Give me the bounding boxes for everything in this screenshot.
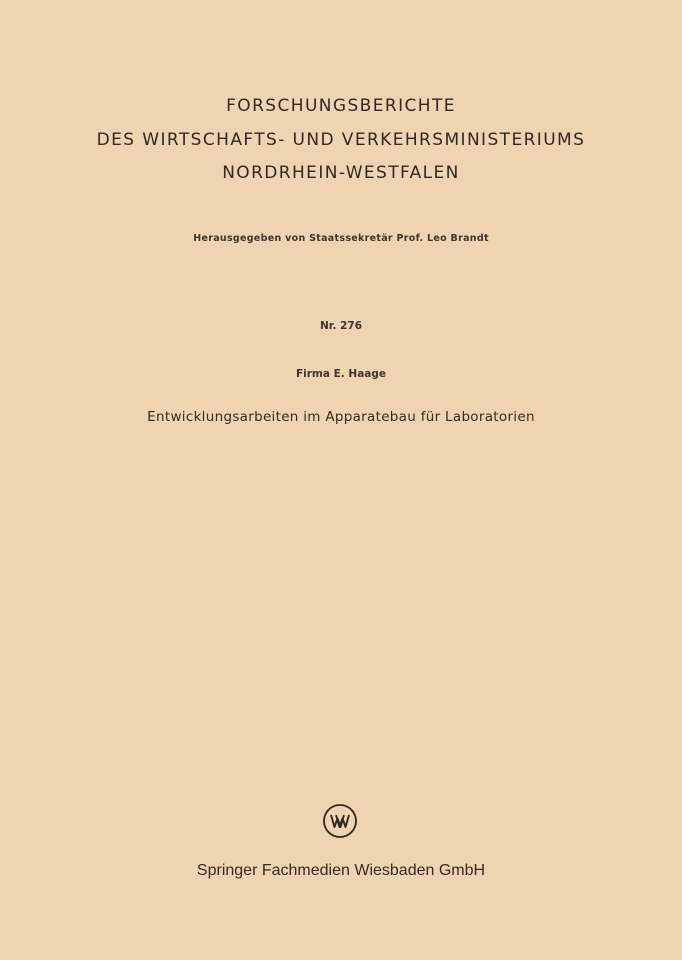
publisher-name: Springer Fachmedien Wiesbaden GmbH	[196, 862, 486, 879]
report-title: Entwicklungsarbeiten im Apparatebau für Laboratorien	[147, 409, 535, 425]
series-title-line-2: DES WIRTSCHAFTS- UND VERKEHRSMINISTERIUMS	[96, 130, 586, 150]
editor-credit: Herausgegeben von Staatssekretär Prof. Leo Brandt	[193, 233, 489, 244]
springer-vs-logo-icon	[322, 803, 358, 839]
series-title-line-1: FORSCHUNGSBERICHTE	[226, 96, 456, 116]
report-number: Nr. 276	[319, 320, 363, 332]
series-title-line-3: NORDRHEIN-WESTFALEN	[222, 163, 460, 183]
author: Firma E. Haage	[295, 368, 387, 380]
